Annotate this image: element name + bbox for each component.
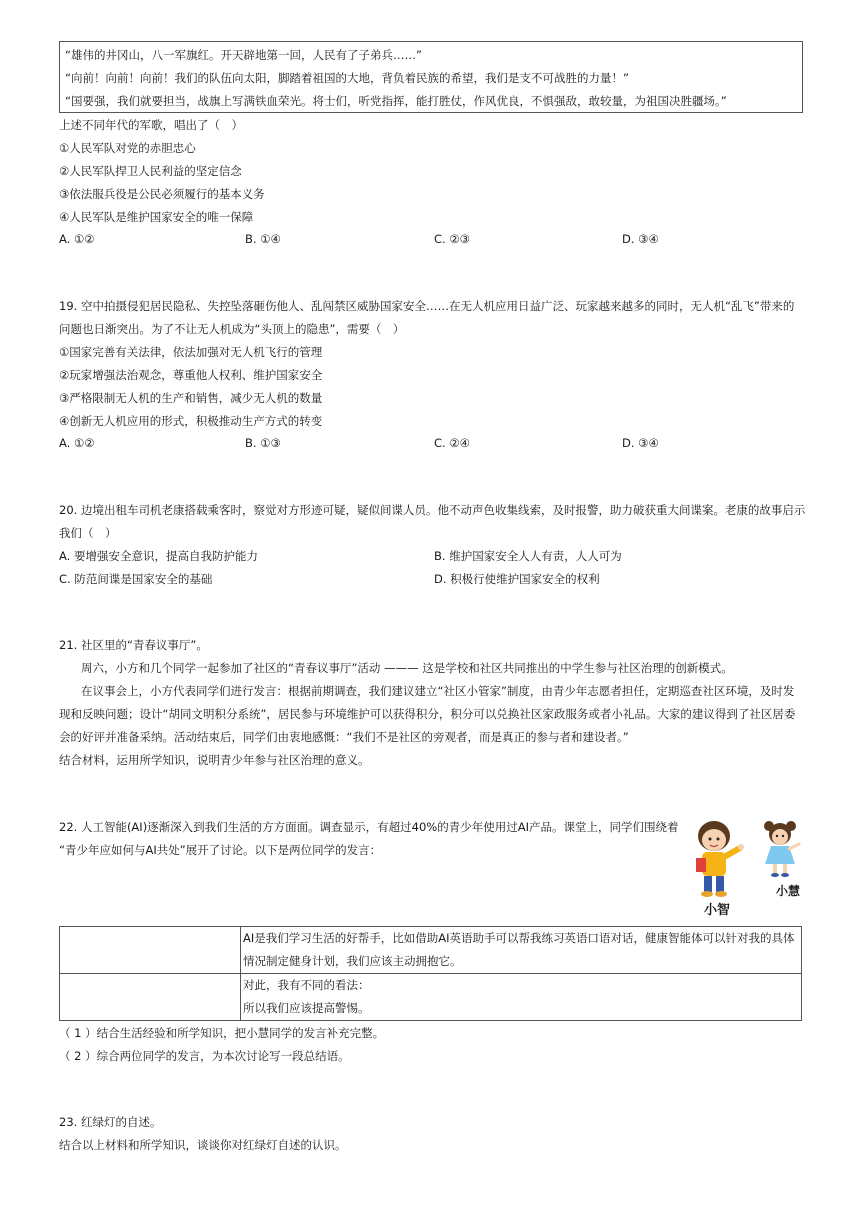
q20-stem: 20. 边境出租车司机老康搭载乘客时，察觉对方形迹可疑，疑似间谍人员。他不动声色收集线索，及时报警，助力破获重大间谍案。老康的故事启示 [59, 503, 806, 517]
q21-question: 结合材料，运用所学知识，说明青少年参与社区治理的意义。 [59, 753, 370, 767]
q22-subquestion-2: （ 2 ）综合两位同学的发言，为本次讨论写一段总结语。 [59, 1049, 350, 1063]
boy-name-label: 小智 [704, 903, 731, 918]
q19-item: ②玩家增强法治观念，尊重他人权利、维护国家安全 [59, 368, 323, 382]
q23-title: 23. 红绿灯的自述。 [59, 1115, 162, 1129]
q21-paragraph: 现和反映问题；设计“胡同文明积分系统”，居民参与环境维护可以获得积分，积分可以兑换社区家政服务或者小礼品。大家的建议得到了社区居委 [59, 707, 796, 721]
q18-option-d: D. ③④ [622, 232, 659, 246]
quote-line: “雄伟的井冈山，八一军旗红。开天辟地第一回，人民有了子弟兵……” [65, 48, 422, 62]
q22-stem-cont: “青少年应如何与AI共处”展开了讨论。以下是两位同学的发言： [59, 843, 382, 857]
table-row [60, 927, 802, 974]
q19-item: ④创新无人机应用的形式，积极推动生产方式的转变 [59, 414, 323, 428]
q19-option-c: C. ②④ [434, 436, 470, 450]
q19-item: ①国家完善有关法律，依法加强对无人机飞行的管理 [59, 345, 323, 359]
girl-student-illustration [757, 818, 805, 880]
table-row [60, 974, 802, 1021]
q21-paragraph: 在议事会上，小方代表同学们进行发言：根据前期调查，我们建议建立“社区小管家”制度，由青少年志愿者担任，定期巡查社区环境，及时发 [81, 684, 795, 698]
q20-option-c: C. 防范间谍是国家安全的基础 [59, 572, 213, 586]
q20-option-a: A. 要增强安全意识，提高自我防护能力 [59, 549, 258, 563]
q19-stem-cont: 问题也日渐突出。为了不让无人机成为“头顶上的隐患”，需要（ ） [59, 322, 405, 336]
quote-line: “向前！向前！向前！我们的队伍向太阳，脚踏着祖国的大地，背负着民族的希望，我们是支不可战胜的力量！” [65, 71, 629, 85]
q18-option-b: B. ①④ [245, 232, 281, 246]
q22-subquestion-1: （ 1 ）结合生活经验和所学知识，把小慧同学的发言补充完整。 [59, 1026, 385, 1040]
q21-title: 21. 社区里的“青春议事厅”。 [59, 638, 208, 652]
q18-option-a: A. ①② [59, 232, 95, 246]
q22-stem: 22. 人工智能(AI)逐渐深入到我们生活的方方面面。调查显示，有超过40%的青少年使用过AI产品。课堂上，同学们围绕着 [59, 820, 679, 834]
q20-option-d: D. 积极行使维护国家安全的权利 [434, 572, 600, 586]
table-cell-speaker [60, 927, 241, 974]
statement-line: 对此，我有不同的看法： [243, 978, 370, 992]
q18-item: ②人民军队捍卫人民利益的坚定信念 [59, 164, 242, 178]
discussion-table [59, 926, 802, 1021]
q20-stem-cont: 我们（ ） [59, 526, 117, 540]
q18-item: ①人民军队对党的赤胆忠心 [59, 141, 196, 155]
q19-option-d: D. ③④ [622, 436, 659, 450]
quote-line: “国要强，我们就要担当，战旗上写满铁血荣光。将士们，听党指挥，能打胜仗，作风优良，不惧强敌，敢较量，为祖国决胜疆场。” [65, 94, 727, 108]
boy-student-illustration [690, 814, 746, 900]
table-cell-statement [241, 974, 802, 1021]
statement-line: AI是我们学习生活的好帮手，比如借助AI英语助手可以帮我练习英语口语对话，健康智能体可以针对我的具体 [243, 931, 795, 945]
q18-stem: 上述不同年代的军歌，唱出了（ ） [59, 118, 243, 132]
statement-line: 所以我们应该提高警惕。 [243, 1001, 370, 1015]
song-quotes-box [59, 41, 803, 113]
q19-item: ③严格限制无人机的生产和销售，减少无人机的数量 [59, 391, 323, 405]
q18-item: ③依法服兵役是公民必须履行的基本义务 [59, 187, 265, 201]
table-cell-statement [241, 927, 802, 974]
girl-name-label: 小慧 [776, 884, 801, 898]
q19-option-a: A. ①② [59, 436, 95, 450]
statement-line: 情况制定健身计划，我们应该主动拥抱它。 [243, 954, 462, 968]
q18-option-c: C. ②③ [434, 232, 470, 246]
q20-option-b: B. 维护国家安全人人有责，人人可为 [434, 549, 622, 563]
q19-option-b: B. ①③ [245, 436, 281, 450]
q21-paragraph: 会的好评并准备采纳。活动结束后，同学们由衷地感慨：“我们不是社区的旁观者，而是真正的参与者和建设者。” [59, 730, 629, 744]
q21-paragraph: 周六，小方和几个同学一起参加了社区的“青春议事厅”活动 ——— 这是学校和社区共同推出的中学生参与社区治理的创新模式。 [81, 661, 733, 675]
q23-question: 结合以上材料和所学知识，谈谈你对红绿灯自述的认识。 [59, 1138, 347, 1152]
q19-stem: 19. 空中拍摄侵犯居民隐私、失控坠落砸伤他人、乱闯禁区威胁国家安全……在无人机应用日益广泛、玩家越来越多的同时，无人机“乱飞”带来的 [59, 299, 795, 313]
table-cell-speaker [60, 974, 241, 1021]
q18-item: ④人民军队是维护国家安全的唯一保障 [59, 210, 254, 224]
